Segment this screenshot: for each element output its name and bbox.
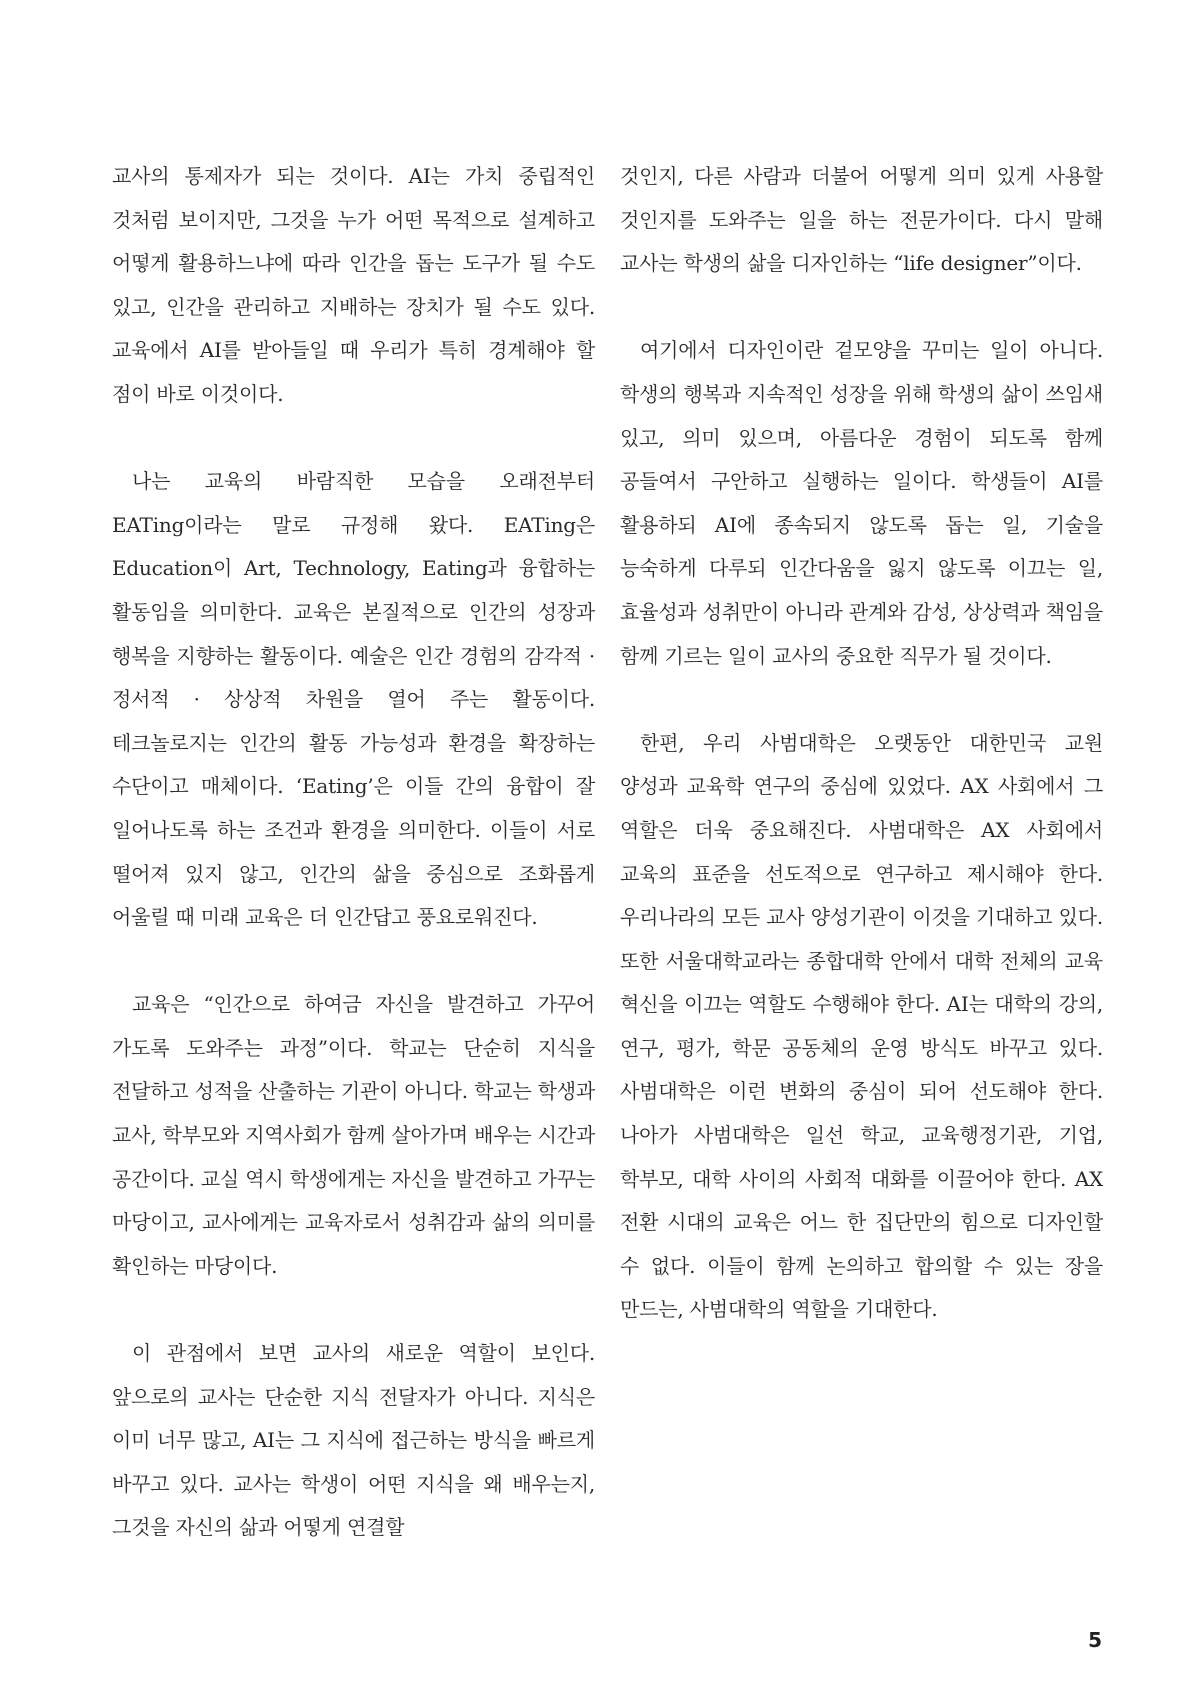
paragraph: 나는 교육의 바람직한 모습을 오래전부터 EATing이라는 말로 규정해 왔다. EATing은 Education이 Art, Technology, Eating과 융합하는 활동임을 의미한다. 교육은 본질적으로 인간의 성장과 행복을 지향하는 활동이다. 예술은 인간 경험의 감각적 · 정서적 · 상상적 차원을 열어 주는 활동이다. 테크놀로지는 인간의 활동 가능성과 환경을 확장하는 수단이고 매체이다. ‘Eating’은 이들 간의 융합이 잘 일어나도록 하는 조건과 환경을 의미한다. 이들이 서로 떨어져 있지 않고, 인간의 삶을 중심으로 조화롭게 어울릴 때 미래 교육은 더 인간답고 풍요로워진다. [112,469,595,930]
paragraph: 여기에서 디자인이란 겉모양을 꾸미는 일이 아니다. 학생의 행복과 지속적인 성장을 위해 학생의 삶이 쓰임새 있고, 의미 있으며, 아름다운 경험이 되도록 함께 공들여서 구안하고 실행하는 일이다. 학생들이 AI를 활용하되 AI에 종속되지 않도록 돕는 일, 기술을 능숙하게 다루되 인간다움을 잃지 않도록 이끄는 일, 효율성과 성취만이 아니라 관계와 감성, 상상력과 책임을 함께 기르는 일이 교사의 중요한 직무가 될 것이다. [620,338,1103,668]
paragraph: 교육은 “인간으로 하여금 자신을 발견하고 가꾸어 가도록 도와주는 과정”이다. 학교는 단순히 지식을 전달하고 성적을 산출하는 기관이 아니다. 학교는 학생과 교사, 학부모와 지역사회가 함께 살아가며 배우는 시간과 공간이다. 교실 역시 학생에게는 자신을 발견하고 가꾸는 마당이고, 교사에게는 교육자로서 성취감과 삶의 의미를 확인하는 마당이다. [112,992,595,1278]
paragraph: 한편, 우리 사범대학은 오랫동안 대한민국 교원 양성과 교육학 연구의 중심에 있었다. AX 사회에서 그 역할은 더욱 중요해진다. 사범대학은 AX 사회에서 교육의 표준을 선도적으로 연구하고 제시해야 한다. 우리나라의 모든 교사 양성기관이 이것을 기대하고 있다. 또한 서울대학교라는 종합대학 안에서 대학 전체의 교육 혁신을 이끄는 역할도 수행해야 한다. AI는 대학의 강의, 연구, 평가, 학문 공동체의 운영 방식도 바꾸고 있다. 사범대학은 이런 변화의 중심이 되어 선도해야 한다. 나아가 사범대학은 일선 학교, 교육행정기관, 기업, 학부모, 대학 사이의 사회적 대화를 이끌어야 한다. AX 전환 시대의 교육은 어느 한 집단만의 힘으로 디자인할 수 없다. 이들이 함께 논의하고 합의할 수 있는 장을 만드는, 사범대학의 역할을 기대한다. [620,730,1103,1322]
paragraph: 것인지, 다른 사람과 더불어 어떻게 의미 있게 사용할 것인지를 도와주는 일을 하는 전문가이다. 다시 말해 교사는 학생의 삶을 디자인하는 “life designer”이다. [620,164,1103,276]
paragraph: 이 관점에서 보면 교사의 새로운 역할이 보인다. 앞으로의 교사는 단순한 지식 전달자가 아니다. 지식은 이미 너무 많고, AI는 그 지식에 접근하는 방식을 빠르게 바꾸고 있다. 교사는 학생이 어떤 지식을 왜 배우는지, 그것을 자신의 삶과 어떻게 연결할 [112,1341,595,1540]
left-column [112,155,595,1550]
right-column [620,155,1103,1332]
paragraph: 교사의 통제자가 되는 것이다. AI는 가치 중립적인 것처럼 보이지만, 그것을 누가 어떤 목적으로 설계하고 어떻게 활용하느냐에 따라 인간을 돕는 도구가 될 수도 있고, 인간을 관리하고 지배하는 장치가 될 수도 있다. 교육에서 AI를 받아들일 때 우리가 특히 경계해야 할 점이 바로 이것이다. [112,164,595,406]
page-number: 5 [1088,1628,1102,1652]
